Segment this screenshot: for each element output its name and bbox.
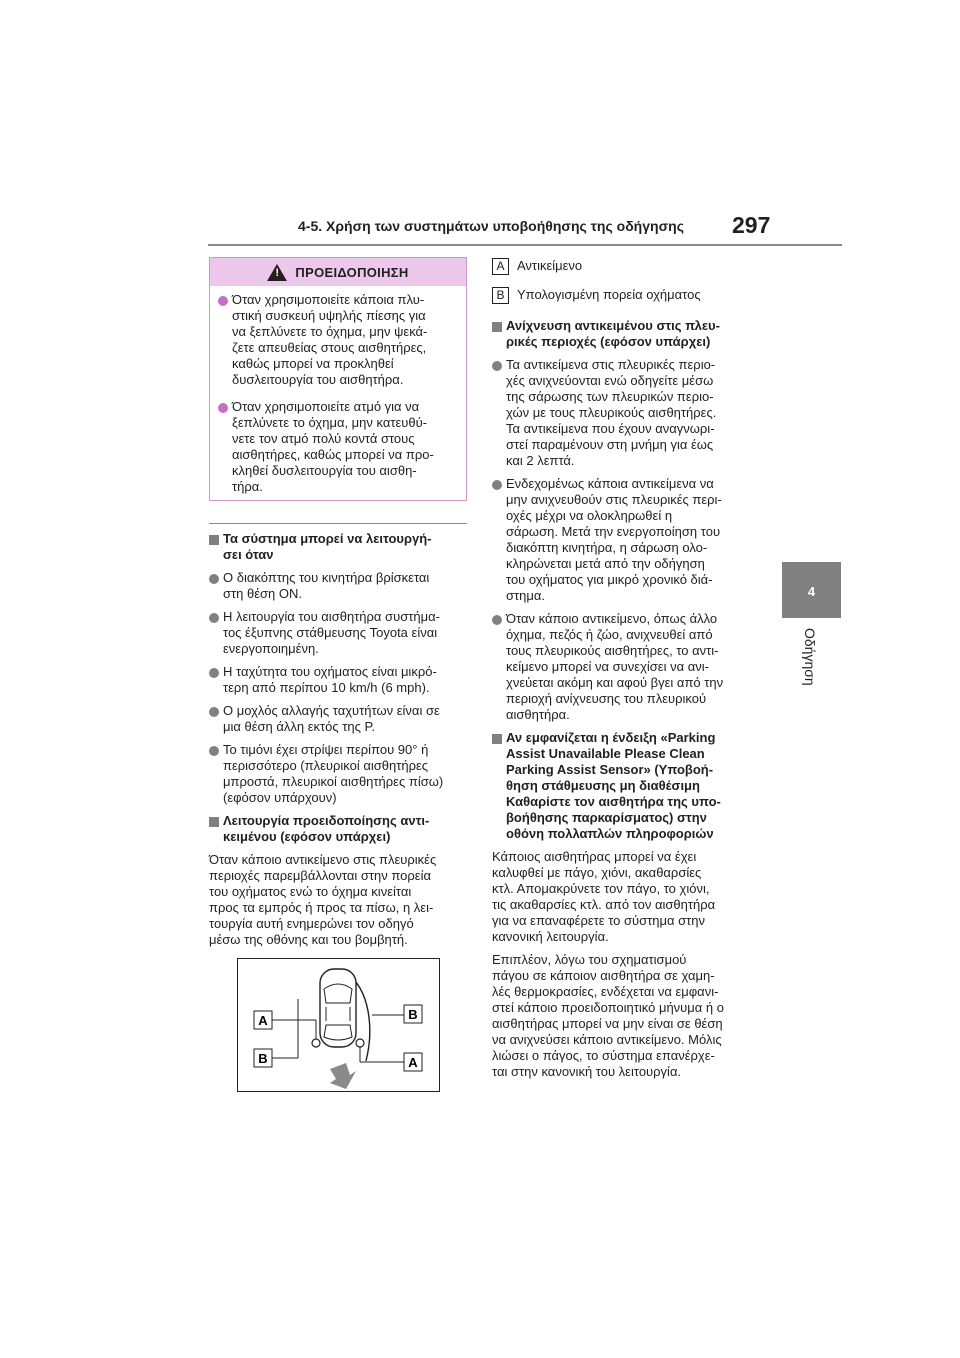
chapter-side-label	[798, 628, 822, 708]
chapter-tab	[782, 562, 841, 618]
square-bullet-icon	[492, 322, 502, 332]
motion-arrow-icon	[330, 1063, 356, 1089]
left-column	[209, 531, 471, 955]
warning-item-text: Όταν χρησιμοποιείτε κάποια πλυ- στική συσκευή υψηλής πίεσης για να ξεπλύνετε το όχημα, μην ψεκά- ζετε απευθείας στους αισθητήρες, καθώς μπορεί να προκληθεί δυσλειτουργία του αισθητήρα.	[232, 292, 428, 387]
bullet-icon	[209, 707, 219, 717]
legend-item	[492, 258, 754, 275]
chapter-label-text: Οδήγηση	[802, 628, 818, 686]
bullet-icon	[218, 296, 228, 306]
figure-label-a: A	[408, 1055, 418, 1070]
list-item-text: Η ταχύτητα του οχήματος είναι μικρό- τερη από περίπου 10 km/h (6 mph).	[223, 664, 437, 695]
list-item	[209, 570, 471, 602]
figure-label-b: B	[258, 1051, 268, 1066]
page-number: 297	[732, 212, 771, 238]
warning-item-text: Όταν χρησιμοποιείτε ατμό για να ξεπλύνετε το όχημα, μην κατευθύ- νετε τον ατμό πολύ κοντά στους αισθητήρες, καθώς μπορεί να προ- κληθεί δυσλειτουργία του αισθη- τήρα.	[232, 399, 434, 494]
chapter-title: 4-5. Χρήση των συστημάτων υποβοήθησης της οδήγησης	[298, 218, 684, 234]
square-bullet-icon	[492, 734, 502, 744]
list-item	[209, 609, 471, 657]
warning-item	[218, 399, 458, 495]
right-column	[492, 258, 754, 1087]
list-item	[209, 703, 471, 735]
list-item-text: Ο διακόπτης του κινητήρα βρίσκεται στη θέση ON.	[223, 570, 430, 601]
body-paragraph: Όταν κάποιο αντικείμενο στις πλευρικές περιοχές παρεμβάλλονται στην πορεία του οχήματος ενώ το όχημα κινείται προς τα εμπρός ή προς τα πίσω, η λει- τουργία αυτή ενημερώνει τον οδηγό μέσω της οθόνης και του βομβητή.	[209, 852, 437, 947]
car-rear-window	[324, 1025, 352, 1040]
square-bullet-icon	[209, 817, 219, 827]
warning-box	[209, 257, 467, 501]
bullet-icon	[209, 574, 219, 584]
heading-text: Τα σύστημα μπορεί να λειτουργή- σει όταν	[223, 531, 432, 562]
list-item	[492, 476, 754, 604]
list-item	[492, 357, 754, 469]
bullet-icon	[209, 613, 219, 623]
legend-text: Αντικείμενο	[517, 258, 583, 273]
list-item	[492, 611, 754, 723]
list-item-text: Η λειτουργία του αισθητήρα συστήμα- τος έξυπνης στάθμευσης Toyota είναι ενεργοποιημένη.	[223, 609, 440, 656]
list-item-text: Όταν κάποιο αντικείμενο, όπως άλλο όχημα, πεζός ή ζώο, ανιχνευθεί από τους πλευρικούς αισθητήρες, το αντι- κείμενο μπορεί να συνεχίσει να ανι- χνεύεται ακόμη και αφού βγει από την περιοχή ανίχνευσης του πλευρικού αισθητήρα.	[506, 611, 724, 722]
side-sensor-figure	[237, 958, 440, 1092]
section-heading	[209, 813, 471, 845]
vehicle-diagram	[238, 959, 439, 1091]
warning-header	[210, 258, 466, 286]
header-rule	[208, 244, 842, 246]
bullet-icon	[492, 480, 502, 490]
body-paragraph: Επιπλέον, λόγω του σχηματισμού πάγου σε κάποιον αισθητήρα σε χαμη- λές θερμοκρασίες, ενδέχεται να εμφανι- στεί κάποιο προειδοποιητικό μήνυμα ή ο αισθητήρας μπορεί να μην είναι σε θέση να ανιχνεύσει κάποιο αντικείμενο. Μόλις λιώσει ο πάγος, το σύστημα επανέρχε- ται στην κανονική του λειτουργία.	[492, 952, 724, 1079]
bullet-icon	[492, 615, 502, 625]
section-heading	[209, 531, 471, 563]
warning-triangle-icon	[267, 264, 287, 281]
chapter-number: 4	[807, 584, 816, 599]
list-item	[209, 664, 471, 696]
heading-text: Αν εμφανίζεται η ένδειξη «Parking Assist Unavailable Please Clean Parking Assist Sensor» (Υποβοή- θηση στάθμευσης μη διαθέσιμη Καθαρίστε τον αισθητήρα της υπο- βοήθησης παρκαρίσματος) στην οθόνη πολλαπλών πληροφοριών	[506, 730, 721, 841]
warning-body	[210, 286, 466, 495]
legend-key: B	[492, 287, 509, 304]
heading-text: Λειτουργία προειδοποίησης αντι- κειμένου (εφόσον υπάρχει)	[223, 813, 430, 844]
section-divider	[209, 523, 467, 524]
bullet-icon	[209, 746, 219, 756]
list-item-text: Το τιμόνι έχει στρίψει περίπου 90° ή περισσότερο (πλευρικοί αισθητήρες μπροστά, πλευρικοί αισθητήρες πίσω) (εφόσον υπάρχουν)	[223, 742, 444, 805]
side-sensor-right	[356, 1039, 364, 1047]
bullet-icon	[209, 668, 219, 678]
warning-item	[218, 292, 458, 388]
warning-title: ΠΡΟΕΙΔΟΠΟΙΗΣΗ	[295, 264, 409, 280]
section-heading	[492, 318, 754, 350]
bullet-icon	[218, 403, 228, 413]
legend-item	[492, 287, 754, 304]
list-item	[209, 742, 471, 806]
heading-text: Ανίχνευση αντικειμένου στις πλευ- ρικές περιοχές (εφόσον υπάρχει)	[506, 318, 720, 349]
section-heading	[492, 730, 754, 842]
legend-text: Υπολογισμένη πορεία οχήματος	[517, 287, 701, 302]
body-paragraph: Κάποιος αισθητήρας μπορεί να έχει καλυφθεί με πάγο, χιόνι, ακαθαρσίες κτλ. Απομακρύνετε τον πάγο, το χιόνι, τις ακαθαρσίες κτλ. από τον αισθητήρα για να επαναφέρετε το σύστημα στην κανονική λειτουργία.	[492, 849, 716, 944]
legend-key: A	[492, 258, 509, 275]
figure-label-a: A	[258, 1013, 268, 1028]
list-item-text: Τα αντικείμενα στις πλευρικές περιο- χές ανιχνεύονται ενώ οδηγείτε μέσω της σάρωσης των πλευρικών περιο- χών με τους πλευρικούς αισθητήρες. Τα αντικείμενα που έχουν αναγνωρι- στεί παραμένουν στη μνήμη για έως και 2 λεπτά.	[506, 357, 717, 468]
car-windshield	[324, 984, 352, 1003]
square-bullet-icon	[209, 535, 219, 545]
bullet-icon	[492, 361, 502, 371]
list-item-text: Ο μοχλός αλλαγής ταχυτήτων είναι σε μια θέση άλλη εκτός της P.	[223, 703, 440, 734]
figure-label-b: B	[408, 1007, 418, 1022]
list-item-text: Ενδεχομένως κάποια αντικείμενα να μην ανιχνευθούν στις πλευρικές περι- οχές μέχρι να ολοκληρωθεί η σάρωση. Μετά την ενεργοποίηση του διακόπτη κινητήρα, η σάρωση ολο- κληρώνεται μετά από την οδήγηση του οχήματος για μικρό χρονικό διά- στημα.	[506, 476, 722, 603]
side-sensor-left	[312, 1039, 320, 1047]
